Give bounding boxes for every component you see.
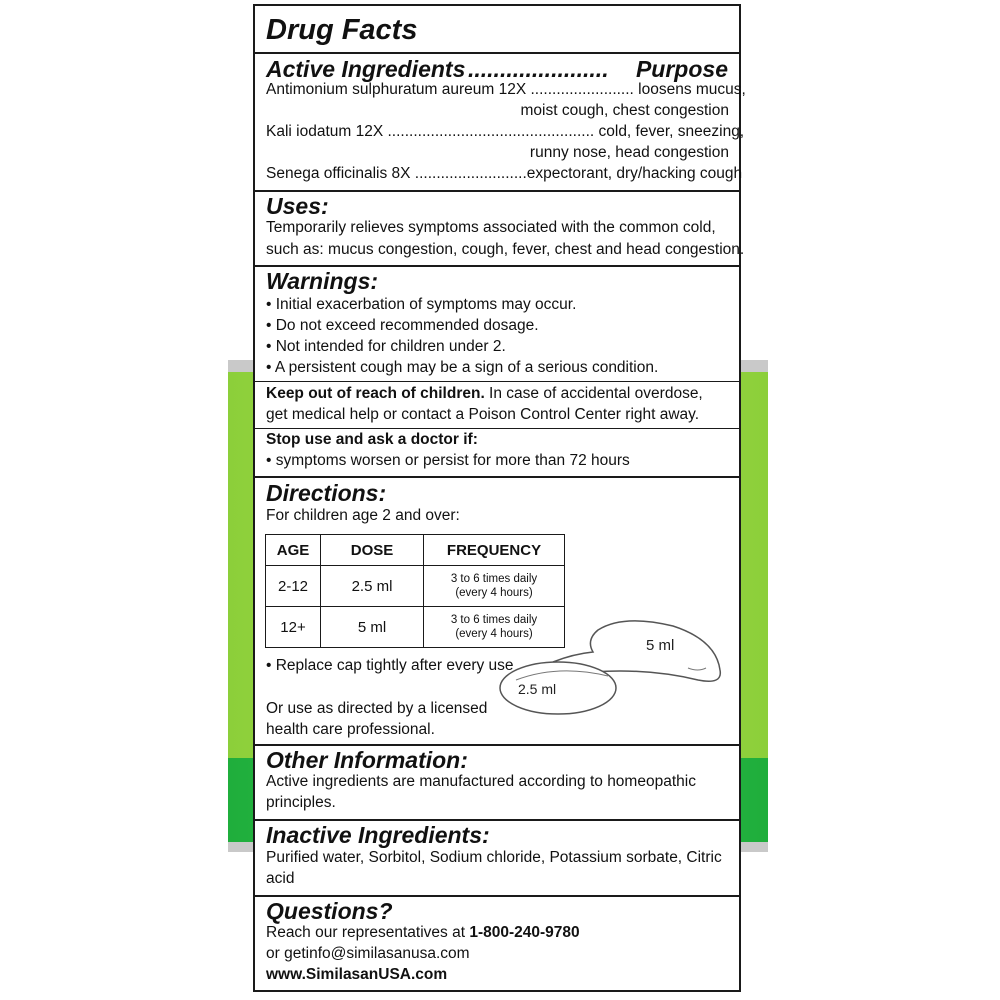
divider-warnings [255, 265, 739, 267]
divider-other-information [255, 744, 739, 746]
replace-cap-bullet: • Replace cap tightly after every use [266, 657, 514, 674]
frequency-note: (every 4 hours) [455, 628, 533, 640]
frequency-note: (every 4 hours) [455, 587, 533, 599]
divider-active [255, 52, 739, 54]
active-line-3: Kali iodatum 12X ................................................ cold, fever, sneezing, [266, 123, 745, 140]
frequency-cell [424, 566, 565, 607]
active-heading-left: Active Ingredients [266, 56, 466, 82]
frequency-column-header: FREQUENCY [424, 535, 565, 566]
directions-heading: Directions: [266, 480, 387, 506]
warning-bullet-4: • A persistent cough may be a sign of a serious condition. [266, 359, 659, 376]
directions-or-line-2: health care professional. [266, 721, 435, 738]
age-column-header: AGE [266, 535, 321, 566]
website-link[interactable]: www.SimilasanUSA.com [266, 966, 448, 983]
drug-facts-title: Drug Facts [266, 14, 418, 46]
directions-intro: For children age 2 and over: [266, 507, 460, 524]
divider-uses [255, 190, 739, 192]
active-line-2: moist cough, chest congestion [520, 102, 729, 119]
uses-line-1: Temporarily relieves symptoms associated with the common cold, [266, 219, 716, 236]
keep-out-bold: Keep out of reach of children. [266, 385, 485, 402]
inactive-ingredients-line-1: Purified water, Sorbitol, Sodium chloride, Potassium sorbate, Citric [266, 849, 722, 866]
active-heading-right: Purpose [635, 56, 728, 82]
frequency-text: 3 to 6 times daily [450, 614, 538, 626]
active-heading-dots: ...................... [468, 56, 609, 82]
age-cell: 2-12 [266, 566, 321, 607]
stop-use-heading: Stop use and ask a doctor if: [266, 431, 478, 448]
warning-bullet-1: • Initial exacerbation of symptoms may occur. [266, 296, 577, 313]
table-row [266, 566, 565, 607]
spoon-large-label: 5 ml [646, 637, 675, 654]
other-information-line-2: principles. [266, 794, 336, 811]
inactive-ingredients-heading: Inactive Ingredients: [266, 822, 490, 848]
warning-bullet-3: • Not intended for children under 2. [266, 338, 506, 355]
questions-reach-text: Reach our representatives at [266, 924, 470, 941]
divider-inactive-ingredients [255, 819, 739, 821]
active-line-5: Senega officinalis 8X ..........................expectorant, dry/hacking cough [266, 165, 743, 182]
other-information-line-1: Active ingredients are manufactured according to homeopathic [266, 773, 696, 790]
divider-keep-out [255, 381, 739, 382]
phone-number[interactable]: 1-800-240-9780 [469, 924, 580, 941]
drug-facts-panel [253, 4, 746, 992]
keep-out-rest: In case of accidental overdose, [484, 385, 703, 402]
table-header-row [266, 535, 565, 566]
dose-column-header: DOSE [321, 535, 424, 566]
uses-line-2: such as: mucus congestion, cough, fever, chest and head congestion. [266, 241, 745, 258]
inactive-ingredients-line-2: acid [266, 870, 295, 887]
active-line-4: runny nose, head congestion [529, 144, 729, 161]
divider-stop-use [255, 428, 739, 429]
frequency-text: 3 to 6 times daily [450, 573, 538, 585]
warnings-heading: Warnings: [266, 268, 379, 294]
active-line-1: Antimonium sulphuratum aureum 12X ........................ loosens mucus, [266, 81, 746, 98]
keep-out-line-2: get medical help or contact a Poison Control Center right away. [266, 406, 700, 423]
age-cell: 12+ [266, 607, 321, 648]
divider-questions [255, 895, 739, 897]
other-information-heading: Other Information: [266, 747, 468, 773]
stop-use-bullet: • symptoms worsen or persist for more than 72 hours [266, 452, 630, 469]
uses-heading: Uses: [266, 193, 329, 219]
questions-reach-line [266, 923, 580, 943]
keep-out-line-1 [266, 384, 703, 404]
dose-cell: 2.5 ml [321, 566, 424, 607]
email-line[interactable]: or getinfo@similasanusa.com [266, 945, 470, 962]
warning-bullet-2: • Do not exceed recommended dosage. [266, 317, 539, 334]
directions-or-line-1: Or use as directed by a licensed [266, 700, 488, 717]
spoon-small-label: 2.5 ml [518, 681, 557, 697]
divider-directions [255, 476, 739, 478]
questions-heading: Questions? [266, 898, 393, 924]
dose-cell: 5 ml [321, 607, 424, 648]
dosing-spoon-illustration [498, 610, 728, 730]
